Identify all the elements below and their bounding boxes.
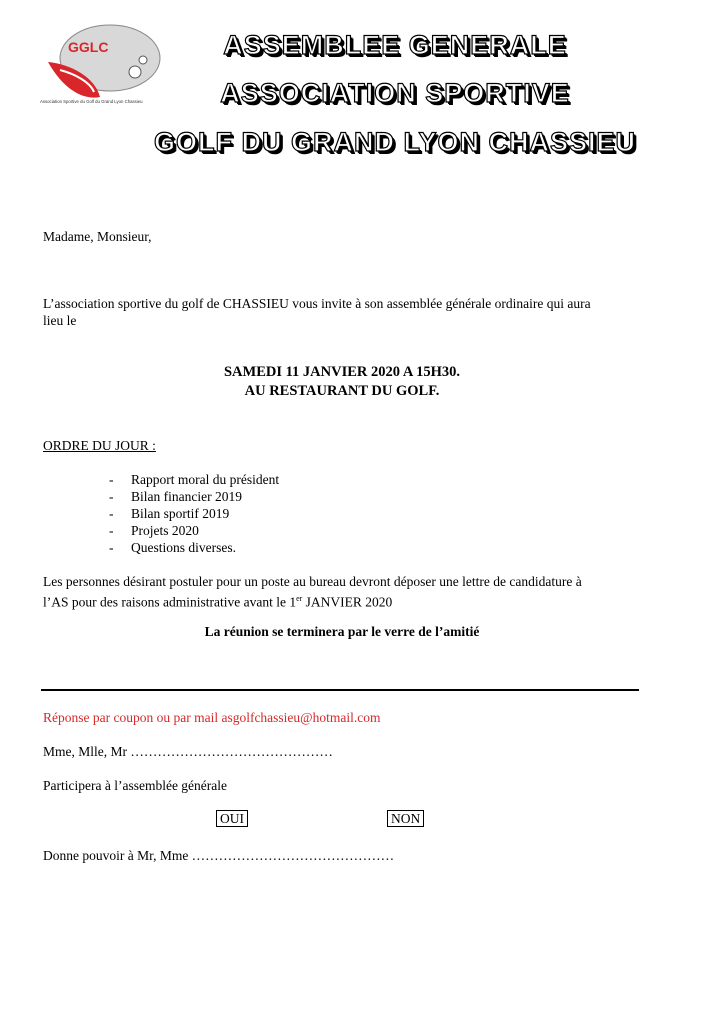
- event-place: AU RESTAURANT DU GOLF.: [244, 383, 440, 399]
- agenda-list: [109, 471, 279, 556]
- candidature-deadline: JANVIER 2020: [302, 594, 393, 610]
- candidature-line-2: [43, 590, 703, 611]
- name-field-line[interactable]: Mme, Mlle, Mr ………………………………………: [43, 744, 333, 759]
- candidature-line-1: Les personnes désirant postuler pour un poste au bureau devront déposer une lettre de candidature à: [43, 574, 582, 589]
- event-block: [43, 363, 641, 401]
- agenda-item: - Rapport moral du président: [109, 471, 279, 488]
- logo-text: GGLC: [68, 39, 109, 55]
- superscript-er: er: [296, 594, 303, 603]
- intro-paragraph: [43, 295, 683, 329]
- closing-line: La réunion se terminera par le verre de l’amitié: [204, 624, 480, 639]
- intro-line-2: lieu le: [43, 313, 77, 328]
- title-line-3: GOLF DU GRAND LYON CHASSIEU: [153, 127, 637, 157]
- agenda-item: - Bilan financier 2019: [109, 488, 279, 505]
- proxy-field-line[interactable]: Donne pouvoir à Mr, Mme ………………………………………: [43, 848, 395, 863]
- agenda-item: - Projets 2020: [109, 522, 279, 539]
- greeting: Madame, Monsieur,: [43, 229, 152, 244]
- title-line-2: ASSOCIATION SPORTIVE: [220, 78, 570, 108]
- title-line-1: ASSEMBLEE GENERALE: [223, 30, 567, 60]
- oui-box[interactable]: OUI: [216, 810, 248, 827]
- agenda-item: - Questions diverses.: [109, 539, 279, 556]
- intro-line-1: L’association sportive du golf de CHASSIEU vous invite à son assemblée générale ordinaire qui aura: [43, 296, 591, 311]
- participate-label: Participera à l’assemblée générale: [43, 778, 228, 793]
- event-date: SAMEDI 11 JANVIER 2020 A 15H30.: [223, 364, 461, 380]
- gglc-logo: [40, 22, 162, 110]
- agenda-title: ORDRE DU JOUR :: [43, 438, 156, 453]
- response-line[interactable]: Réponse par coupon ou par mail asgolfchassieu@hotmail.com: [43, 710, 381, 725]
- divider: [41, 689, 639, 691]
- candidature-line-2-text: l’AS pour des raisons administrative avant le 1: [43, 594, 297, 610]
- non-box[interactable]: NON: [387, 810, 424, 827]
- agenda-item: - Bilan sportif 2019: [109, 505, 279, 522]
- candidature-paragraph: [43, 573, 703, 611]
- logo-caption: Association Sportive du Golf du Grand Lyon Chassieu: [40, 99, 143, 104]
